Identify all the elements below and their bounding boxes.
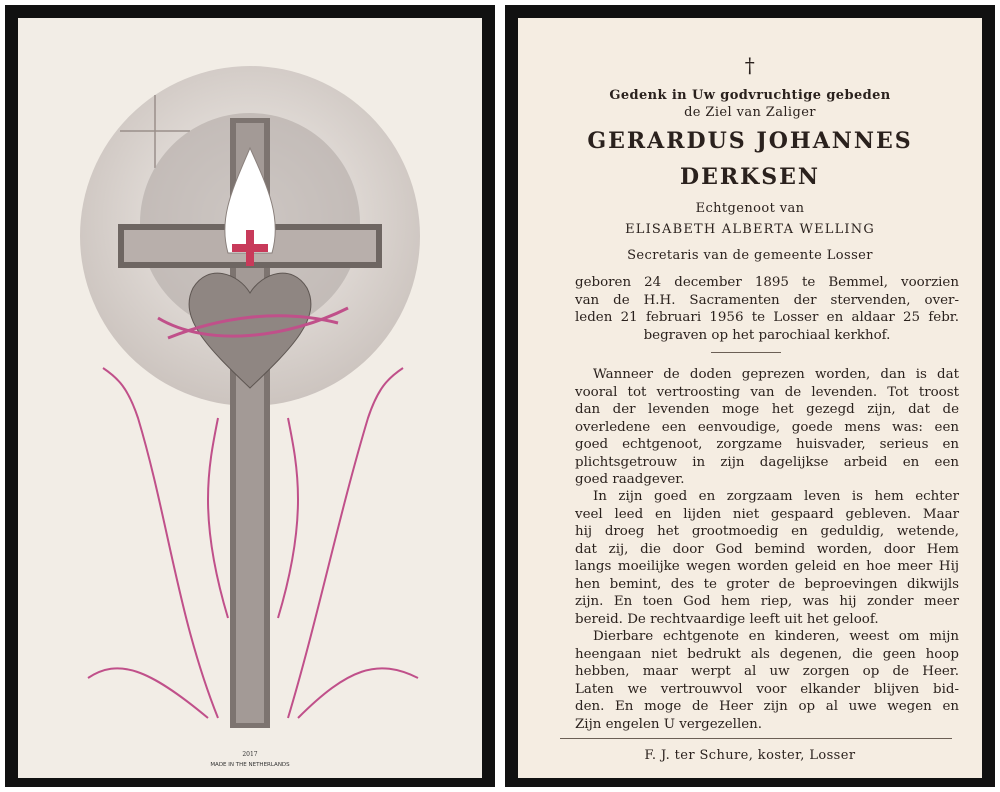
devotional-image	[18, 18, 482, 778]
occupation: Secretaris van de gemeente Losser	[627, 248, 873, 263]
deceased-surname: DERKSEN	[679, 164, 821, 190]
text-line: In zijn goed en zorgzaam leven is hem echter	[593, 489, 959, 504]
spouse-label: Echtgenoot van	[695, 201, 805, 216]
spouse-name: ELISABETH ALBERTA WELLING	[625, 222, 875, 237]
intro-line: de Ziel van Zaliger	[684, 105, 816, 120]
text-line: begraven op het parochiaal kerkhof.	[643, 327, 891, 343]
text-line: heengaan niet bedrukt als degenen, die geen hoop	[575, 646, 959, 662]
paragraph-2	[575, 488, 959, 628]
text-line: overledene een eenvoudige, goede mens was: een	[575, 419, 959, 435]
text-line: hebben, maar werpt al uw zorgen op de Heer.	[575, 664, 959, 679]
cross-icon: †	[744, 53, 756, 77]
text-line: bereid. De rechtvaardige leeft uit het geloof.	[575, 611, 879, 627]
text-line: dan der levenden moge het gezegd zijn, dat de	[575, 402, 959, 417]
text-line: den. En moge de Heer zijn op al uwe wegen en	[575, 699, 959, 714]
text-line: langs moeilijke wegen worden geleid en hoe meer Hij	[575, 559, 959, 574]
cross-heart-illustration	[18, 18, 482, 778]
text-line: Laten we vertrouwvol voor elkander blijven bid-	[575, 681, 959, 697]
text-line: zijn. En toen God hem riep, was hij zonder meer	[575, 594, 959, 609]
paragraph-3	[575, 628, 959, 733]
left-card	[5, 5, 495, 787]
text-line: dat zij, die door God bemind worden, door Hem	[575, 541, 959, 557]
right-card	[505, 5, 995, 787]
text-line: geboren 24 december 1895 te Bemmel, voorzien	[575, 275, 959, 290]
text-line: veel leed en lijden niet gespaard gebleven. Maar	[575, 506, 959, 522]
biography	[575, 274, 959, 344]
text-line: hen bemint, des te groter de beproevingen dikwijls	[575, 576, 959, 592]
paragraph-1	[575, 366, 959, 489]
footer-divider	[560, 738, 952, 739]
text-line: van de H.H. Sacramenten der stervenden, over-	[575, 292, 959, 308]
text-line: plichtsgetrouw in zijn dagelijkse arbeid en een	[575, 454, 959, 470]
intro-line: Gedenk in Uw godvruchtige gebeden	[609, 88, 891, 103]
text-line: goed echtgenoot, zorgzame huisvader, serieus en	[575, 437, 959, 452]
text-line: hij droeg het grootmoedig en geduldig, wetende,	[575, 524, 959, 539]
divider	[711, 352, 781, 353]
text-line: leden 21 februari 1956 te Losser en aldaar 25 febr.	[575, 310, 959, 325]
text-line: Dierbare echtgenote en kinderen, weest om mijn	[593, 629, 959, 644]
memorial-text	[518, 18, 982, 778]
text-line: Wanneer de doden geprezen worden, dan is dat	[593, 367, 959, 382]
printer-credit: F. J. ter Schure, koster, Losser	[644, 748, 856, 763]
imprint-text: MADE IN THE NETHERLANDS	[210, 762, 290, 768]
text-line: vooral tot vertroosting van de levenden. Tot troost	[575, 384, 959, 400]
deceased-name: GERARDUS JOHANNES	[587, 128, 913, 154]
imprint-number: 2017	[242, 751, 258, 758]
text-line: goed raadgever.	[575, 472, 685, 487]
text-line: Zijn engelen U vergezellen.	[575, 716, 763, 732]
